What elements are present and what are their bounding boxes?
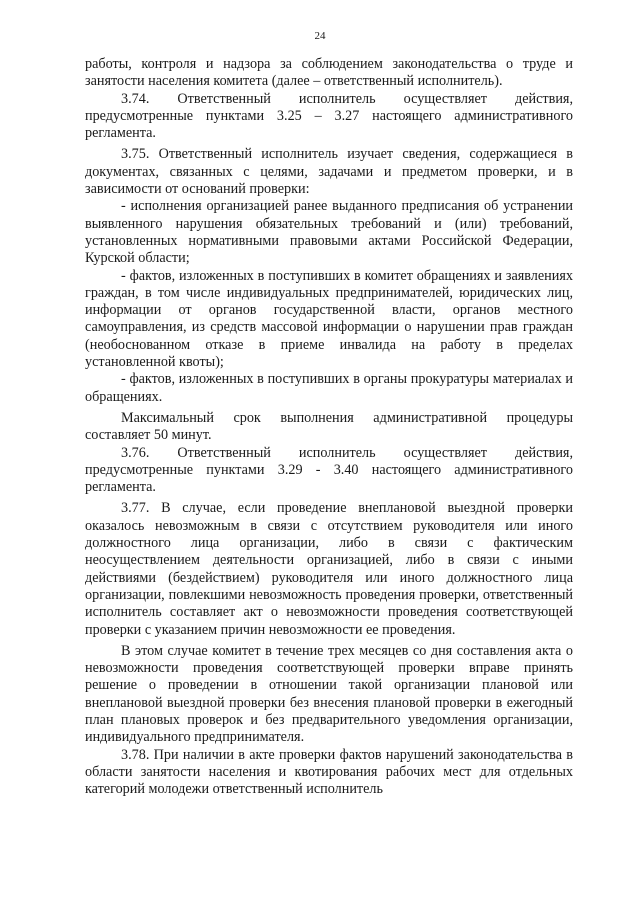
paragraph-committee-decision: В этом случае комитет в течение трех месяцев со дня составления акта о невозможности проведения соответствующей проверки вправе принять решение о проведении в отношении такой организации плановой или внеплановой выездной проверки без внесения плановой проверки в ежегодный план плановых проверок и без предварительного уведомления организации, индивидуального предпринимателя. (85, 642, 573, 746)
list-item-prosecution: - фактов, изложенных в поступивших в органы прокуратуры материалах и обращениях. (85, 371, 573, 405)
paragraph-3-76: 3.76. Ответственный исполнитель осуществляет действия, предусмотренные пунктами 3.29 - 3.40 настоящего административного регламента. (85, 444, 573, 496)
list-item-citizen-appeals: - фактов, изложенных в поступивших в комитет обращениях и заявлениях граждан, в том числе индивидуальных предпринимателей, юридических лиц, информации от органов государственной власти, органов местного самоуправления, из средств массовой информации о нарушении прав граждан (необоснованном отказе в приеме инвалида на работу в пределах установленной квоты); (85, 267, 573, 371)
paragraph-max-duration: Максимальный срок выполнения административной процедуры составляет 50 минут. (85, 409, 573, 444)
document-body (85, 56, 573, 798)
paragraph-3-74: 3.74. Ответственный исполнитель осуществляет действия, предусмотренные пунктами 3.25 – 3.27 настоящего административного регламента. (85, 90, 573, 142)
paragraph-3-75: 3.75. Ответственный исполнитель изучает сведения, содержащиеся в документах, связанных с целями, задачами и предметом проверки, и в зависимости от оснований проверки: (85, 146, 573, 198)
list-item-prescription: - исполнения организацией ранее выданного предписания об устранении выявленного нарушения обязательных требований и (или) требований, установленных нормативными правовыми актами Российской Федерации, Курской области; (85, 198, 573, 267)
paragraph-3-78: 3.78. При наличии в акте проверки фактов нарушений законодательства в области занятости населения и квотирования рабочих мест для отдельных категорий молодежи ответственный исполнитель (85, 746, 573, 798)
paragraph-3-77: 3.77. В случае, если проведение внеплановой выездной проверки оказалось невозможным в связи с отсутствием руководителя или иного должностного лица организации, либо в связи с фактическим неосуществлением деятельности организацией, либо в связи с иными действиями (бездействием) руководителя или иного должностного лица организации, повлекшими невозможность проведения проверки, ответственный исполнитель составляет акт о невозможности проведения соответствующей проверки с указанием причин невозможности ее проведения. (85, 500, 573, 638)
paragraph-continuation: работы, контроля и надзора за соблюдением законодательства о труде и занятости населения комитета (далее – ответственный исполнитель). (85, 56, 573, 90)
page-number: 24 (314, 30, 326, 42)
